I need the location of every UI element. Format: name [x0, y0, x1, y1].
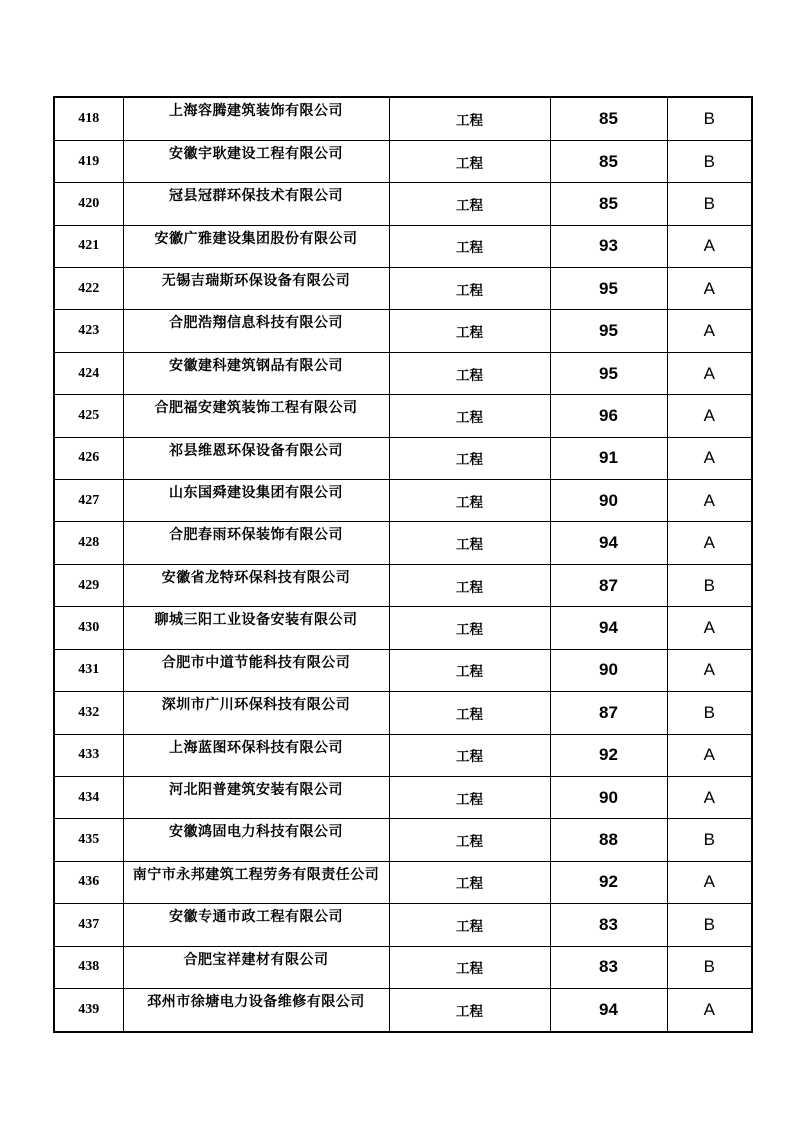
grade-cell: A: [667, 395, 752, 437]
table-row: [54, 268, 752, 310]
row-number-cell: 420: [54, 183, 123, 225]
row-number-cell: 426: [54, 437, 123, 479]
company-name-cell: 上海容腾建筑装饰有限公司: [123, 97, 389, 140]
row-number-cell: 439: [54, 988, 123, 1032]
company-name-cell: 安徽广雅建设集团股份有限公司: [123, 225, 389, 267]
row-number-cell: 430: [54, 607, 123, 649]
table-row: [54, 692, 752, 734]
table-row: [54, 734, 752, 776]
row-number-cell: 438: [54, 946, 123, 988]
score-cell: 85: [550, 140, 667, 182]
row-number-cell: 421: [54, 225, 123, 267]
category-cell: 工程: [389, 522, 550, 564]
grade-cell: B: [667, 946, 752, 988]
row-number-cell: 419: [54, 140, 123, 182]
score-cell: 94: [550, 988, 667, 1032]
score-cell: 85: [550, 183, 667, 225]
score-cell: 92: [550, 861, 667, 903]
company-name-cell: 合肥市中道节能科技有限公司: [123, 649, 389, 691]
row-number-cell: 434: [54, 776, 123, 818]
category-cell: 工程: [389, 437, 550, 479]
grade-cell: B: [667, 183, 752, 225]
grade-cell: A: [667, 776, 752, 818]
table-row: [54, 352, 752, 394]
score-cell: 87: [550, 692, 667, 734]
row-number-cell: 437: [54, 904, 123, 946]
score-cell: 90: [550, 480, 667, 522]
score-cell: 95: [550, 352, 667, 394]
row-number-cell: 429: [54, 564, 123, 606]
company-name-cell: 合肥浩翔信息科技有限公司: [123, 310, 389, 352]
grade-cell: A: [667, 734, 752, 776]
category-cell: 工程: [389, 904, 550, 946]
table-row: [54, 607, 752, 649]
company-name-cell: 上海蓝图环保科技有限公司: [123, 734, 389, 776]
table-row: [54, 225, 752, 267]
company-name-cell: 合肥春雨环保装饰有限公司: [123, 522, 389, 564]
score-cell: 95: [550, 268, 667, 310]
company-name-cell: 安徽宇耿建设工程有限公司: [123, 140, 389, 182]
company-name-cell: 合肥福安建筑装饰工程有限公司: [123, 395, 389, 437]
category-cell: 工程: [389, 395, 550, 437]
table-row: [54, 564, 752, 606]
company-rating-table: [53, 96, 753, 1033]
company-name-cell: 深圳市广川环保科技有限公司: [123, 692, 389, 734]
grade-cell: A: [667, 861, 752, 903]
category-cell: 工程: [389, 861, 550, 903]
category-cell: 工程: [389, 310, 550, 352]
grade-cell: B: [667, 819, 752, 861]
table-row: [54, 946, 752, 988]
category-cell: 工程: [389, 268, 550, 310]
score-cell: 83: [550, 904, 667, 946]
category-cell: 工程: [389, 692, 550, 734]
category-cell: 工程: [389, 988, 550, 1032]
score-cell: 93: [550, 225, 667, 267]
company-name-cell: 冠县冠群环保技术有限公司: [123, 183, 389, 225]
score-cell: 94: [550, 522, 667, 564]
table-row: [54, 183, 752, 225]
table-row: [54, 522, 752, 564]
grade-cell: A: [667, 522, 752, 564]
table-row: [54, 819, 752, 861]
table-row: [54, 649, 752, 691]
score-cell: 88: [550, 819, 667, 861]
category-cell: 工程: [389, 183, 550, 225]
category-cell: 工程: [389, 649, 550, 691]
row-number-cell: 428: [54, 522, 123, 564]
category-cell: 工程: [389, 819, 550, 861]
score-cell: 90: [550, 649, 667, 691]
company-name-cell: 邳州市徐塘电力设备维修有限公司: [123, 988, 389, 1032]
category-cell: 工程: [389, 776, 550, 818]
grade-cell: B: [667, 140, 752, 182]
score-cell: 91: [550, 437, 667, 479]
score-cell: 96: [550, 395, 667, 437]
category-cell: 工程: [389, 607, 550, 649]
table-row: [54, 140, 752, 182]
table-row: [54, 310, 752, 352]
company-name-cell: 河北阳普建筑安装有限公司: [123, 776, 389, 818]
category-cell: 工程: [389, 480, 550, 522]
grade-cell: A: [667, 480, 752, 522]
rating-table-body: [54, 97, 752, 1032]
category-cell: 工程: [389, 564, 550, 606]
row-number-cell: 422: [54, 268, 123, 310]
grade-cell: A: [667, 268, 752, 310]
grade-cell: A: [667, 225, 752, 267]
table-row: [54, 437, 752, 479]
row-number-cell: 436: [54, 861, 123, 903]
grade-cell: A: [667, 437, 752, 479]
company-name-cell: 安徽建科建筑钢品有限公司: [123, 352, 389, 394]
company-name-cell: 南宁市永邦建筑工程劳务有限责任公司: [123, 861, 389, 903]
category-cell: 工程: [389, 352, 550, 394]
grade-cell: B: [667, 564, 752, 606]
grade-cell: B: [667, 904, 752, 946]
company-name-cell: 安徽鸿固电力科技有限公司: [123, 819, 389, 861]
row-number-cell: 432: [54, 692, 123, 734]
table-row: [54, 480, 752, 522]
company-name-cell: 山东国舜建设集团有限公司: [123, 480, 389, 522]
score-cell: 85: [550, 97, 667, 140]
company-name-cell: 无锡吉瑞斯环保设备有限公司: [123, 268, 389, 310]
table-row: [54, 776, 752, 818]
table-row: [54, 988, 752, 1032]
company-name-cell: 祁县维恩环保设备有限公司: [123, 437, 389, 479]
company-name-cell: 安徽省龙特环保科技有限公司: [123, 564, 389, 606]
row-number-cell: 423: [54, 310, 123, 352]
company-name-cell: 合肥宝祥建材有限公司: [123, 946, 389, 988]
score-cell: 87: [550, 564, 667, 606]
row-number-cell: 424: [54, 352, 123, 394]
category-cell: 工程: [389, 225, 550, 267]
table-row: [54, 395, 752, 437]
score-cell: 90: [550, 776, 667, 818]
category-cell: 工程: [389, 97, 550, 140]
row-number-cell: 427: [54, 480, 123, 522]
grade-cell: A: [667, 352, 752, 394]
table-row: [54, 861, 752, 903]
grade-cell: B: [667, 692, 752, 734]
company-name-cell: 安徽专通市政工程有限公司: [123, 904, 389, 946]
score-cell: 94: [550, 607, 667, 649]
grade-cell: A: [667, 310, 752, 352]
row-number-cell: 431: [54, 649, 123, 691]
table-row: [54, 97, 752, 140]
grade-cell: A: [667, 988, 752, 1032]
row-number-cell: 418: [54, 97, 123, 140]
grade-cell: B: [667, 97, 752, 140]
table-row: [54, 904, 752, 946]
score-cell: 92: [550, 734, 667, 776]
grade-cell: A: [667, 649, 752, 691]
category-cell: 工程: [389, 140, 550, 182]
grade-cell: A: [667, 607, 752, 649]
row-number-cell: 433: [54, 734, 123, 776]
category-cell: 工程: [389, 734, 550, 776]
row-number-cell: 435: [54, 819, 123, 861]
score-cell: 83: [550, 946, 667, 988]
category-cell: 工程: [389, 946, 550, 988]
company-name-cell: 聊城三阳工业设备安装有限公司: [123, 607, 389, 649]
score-cell: 95: [550, 310, 667, 352]
row-number-cell: 425: [54, 395, 123, 437]
